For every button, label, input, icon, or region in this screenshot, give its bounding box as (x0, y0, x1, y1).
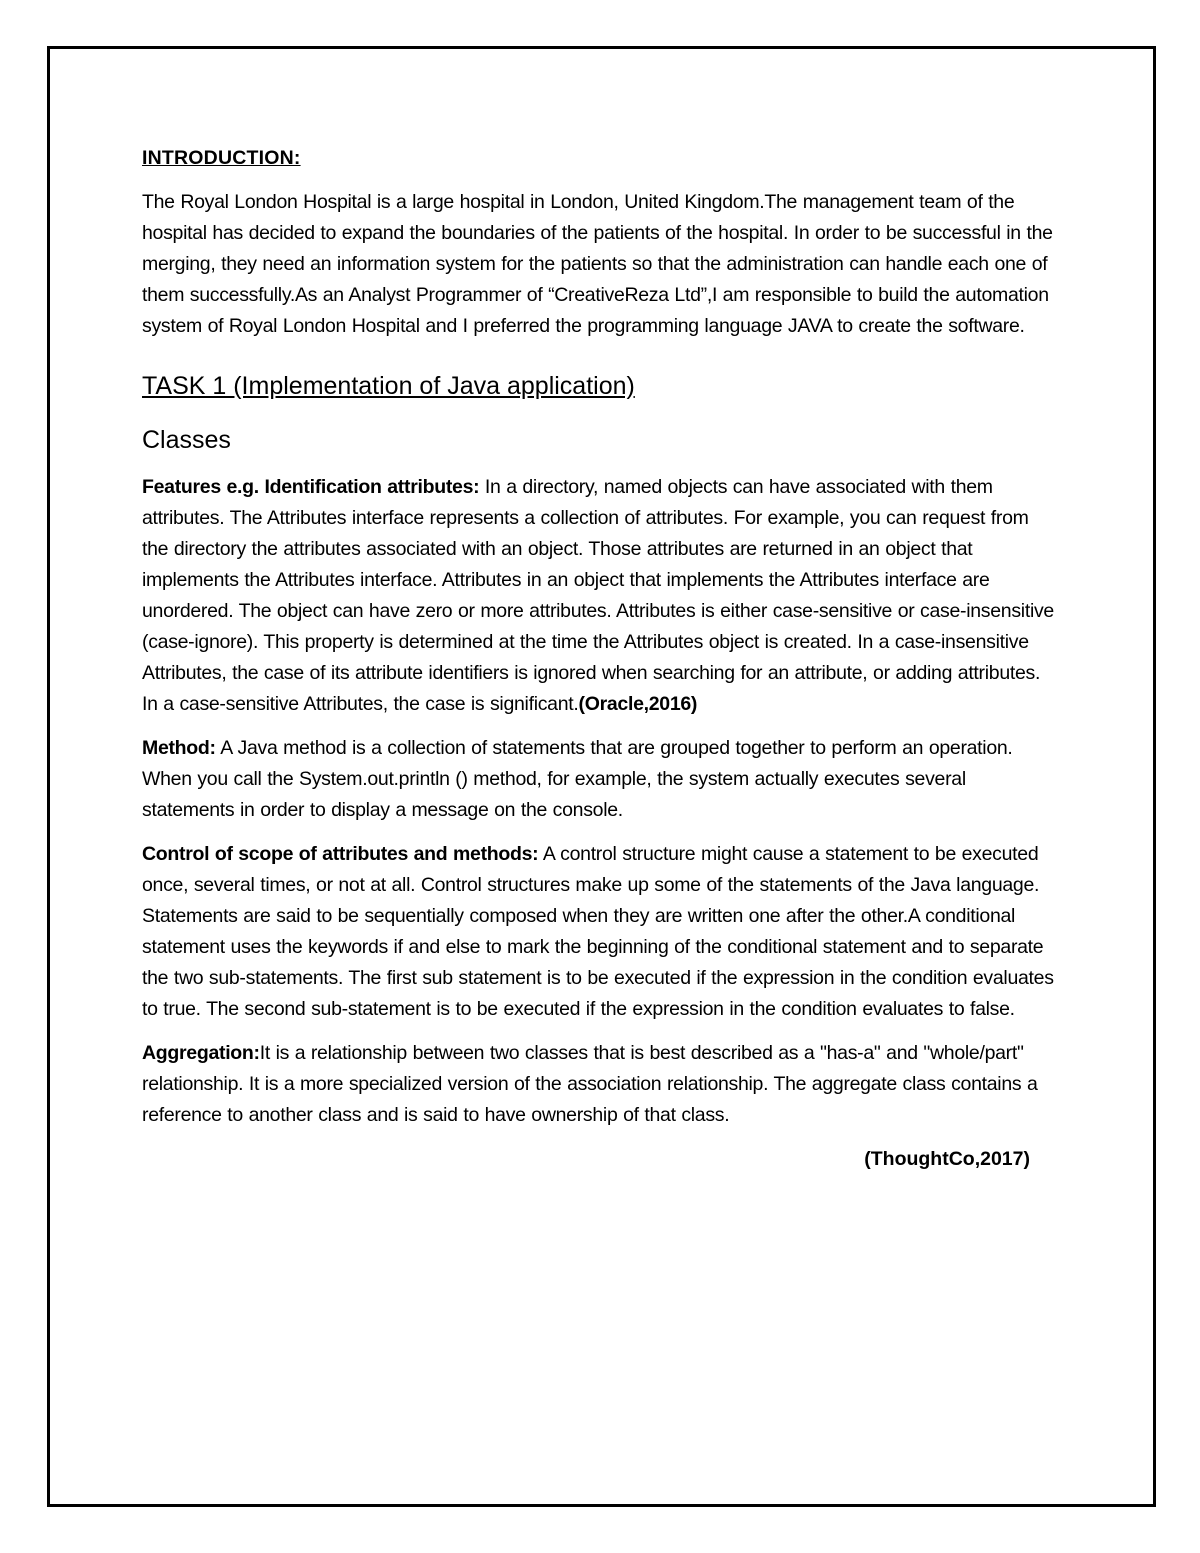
introduction-paragraph: The Royal London Hospital is a large hospital in London, United Kingdom.The management team of the hospital has decided to expand the boundaries of the patients of the hospital. In order to be successful in the merging, they need an information system for the patients so that the administration can handle each one of them successfully.As an Analyst Programmer of “CreativeReza Ltd”,I am responsible to build the automation system of Royal London Hospital and I preferred the programming language JAVA to create the software. (142, 191, 1053, 337)
features-term: Features e.g. Identification attributes: (142, 476, 480, 498)
task-1-heading: TASK 1 (Implementation of Java application) (142, 372, 635, 400)
method-paragraph (142, 733, 1060, 826)
control-scope-text: A control structure might cause a statement to be executed once, several times, or not at all. Control structures make up some of the statements of the Java language. Statements are said to be sequentially composed when they are written one after the other.A conditional statement uses the keywords if and else to mark the beginning of the conditional statement and to separate the two sub-statements. The first sub statement is to be executed if the expression in the condition evaluates to true. The second sub-statement is to be executed if the expression in the condition evaluates to false. (142, 843, 1054, 1020)
aggregation-text: It is a relationship between two classes that is best described as a "has-a" and "whole/part" relationship. It is a more specialized version of the association relationship. The aggregate class contains a reference to another class and is said to have ownership of that class. (142, 1042, 1038, 1126)
features-text: In a directory, named objects can have associated with them attributes. The Attributes interface represents a collection of attributes. For example, you can request from the directory the attributes associated with an object. Those attributes are returned in an object that implements the Attributes interface. Attributes in an object that implements the Attributes interface are unordered. The object can have zero or more attributes. Attributes is either case-sensitive or case-insensitive (case-ignore). This property is determined at the time the Attributes object is created. In a case-insensitive Attributes, the case of its attribute identifiers is ignored when searching for an attribute, or adding attributes. In a case-sensitive Attributes, the case is significant. (142, 476, 1054, 715)
introduction-heading: INTRODUCTION: (142, 147, 301, 169)
method-term: Method: (142, 737, 216, 759)
aggregation-paragraph (142, 1038, 1060, 1131)
classes-heading: Classes (142, 426, 231, 454)
features-paragraph (142, 472, 1060, 720)
control-scope-term: Control of scope of attributes and methods: (142, 843, 539, 865)
method-text: A Java method is a collection of statements that are grouped together to perform an operation. When you call the System.out.println () method, for example, the system actually executes several statements in order to display a message on the console. (142, 737, 1013, 821)
aggregation-term: Aggregation: (142, 1042, 260, 1064)
control-scope-paragraph (142, 839, 1060, 1025)
oracle-citation: (Oracle,2016) (578, 693, 698, 715)
document-body (142, 143, 1060, 1175)
thoughtco-citation: (ThoughtCo,2017) (864, 1148, 1030, 1170)
